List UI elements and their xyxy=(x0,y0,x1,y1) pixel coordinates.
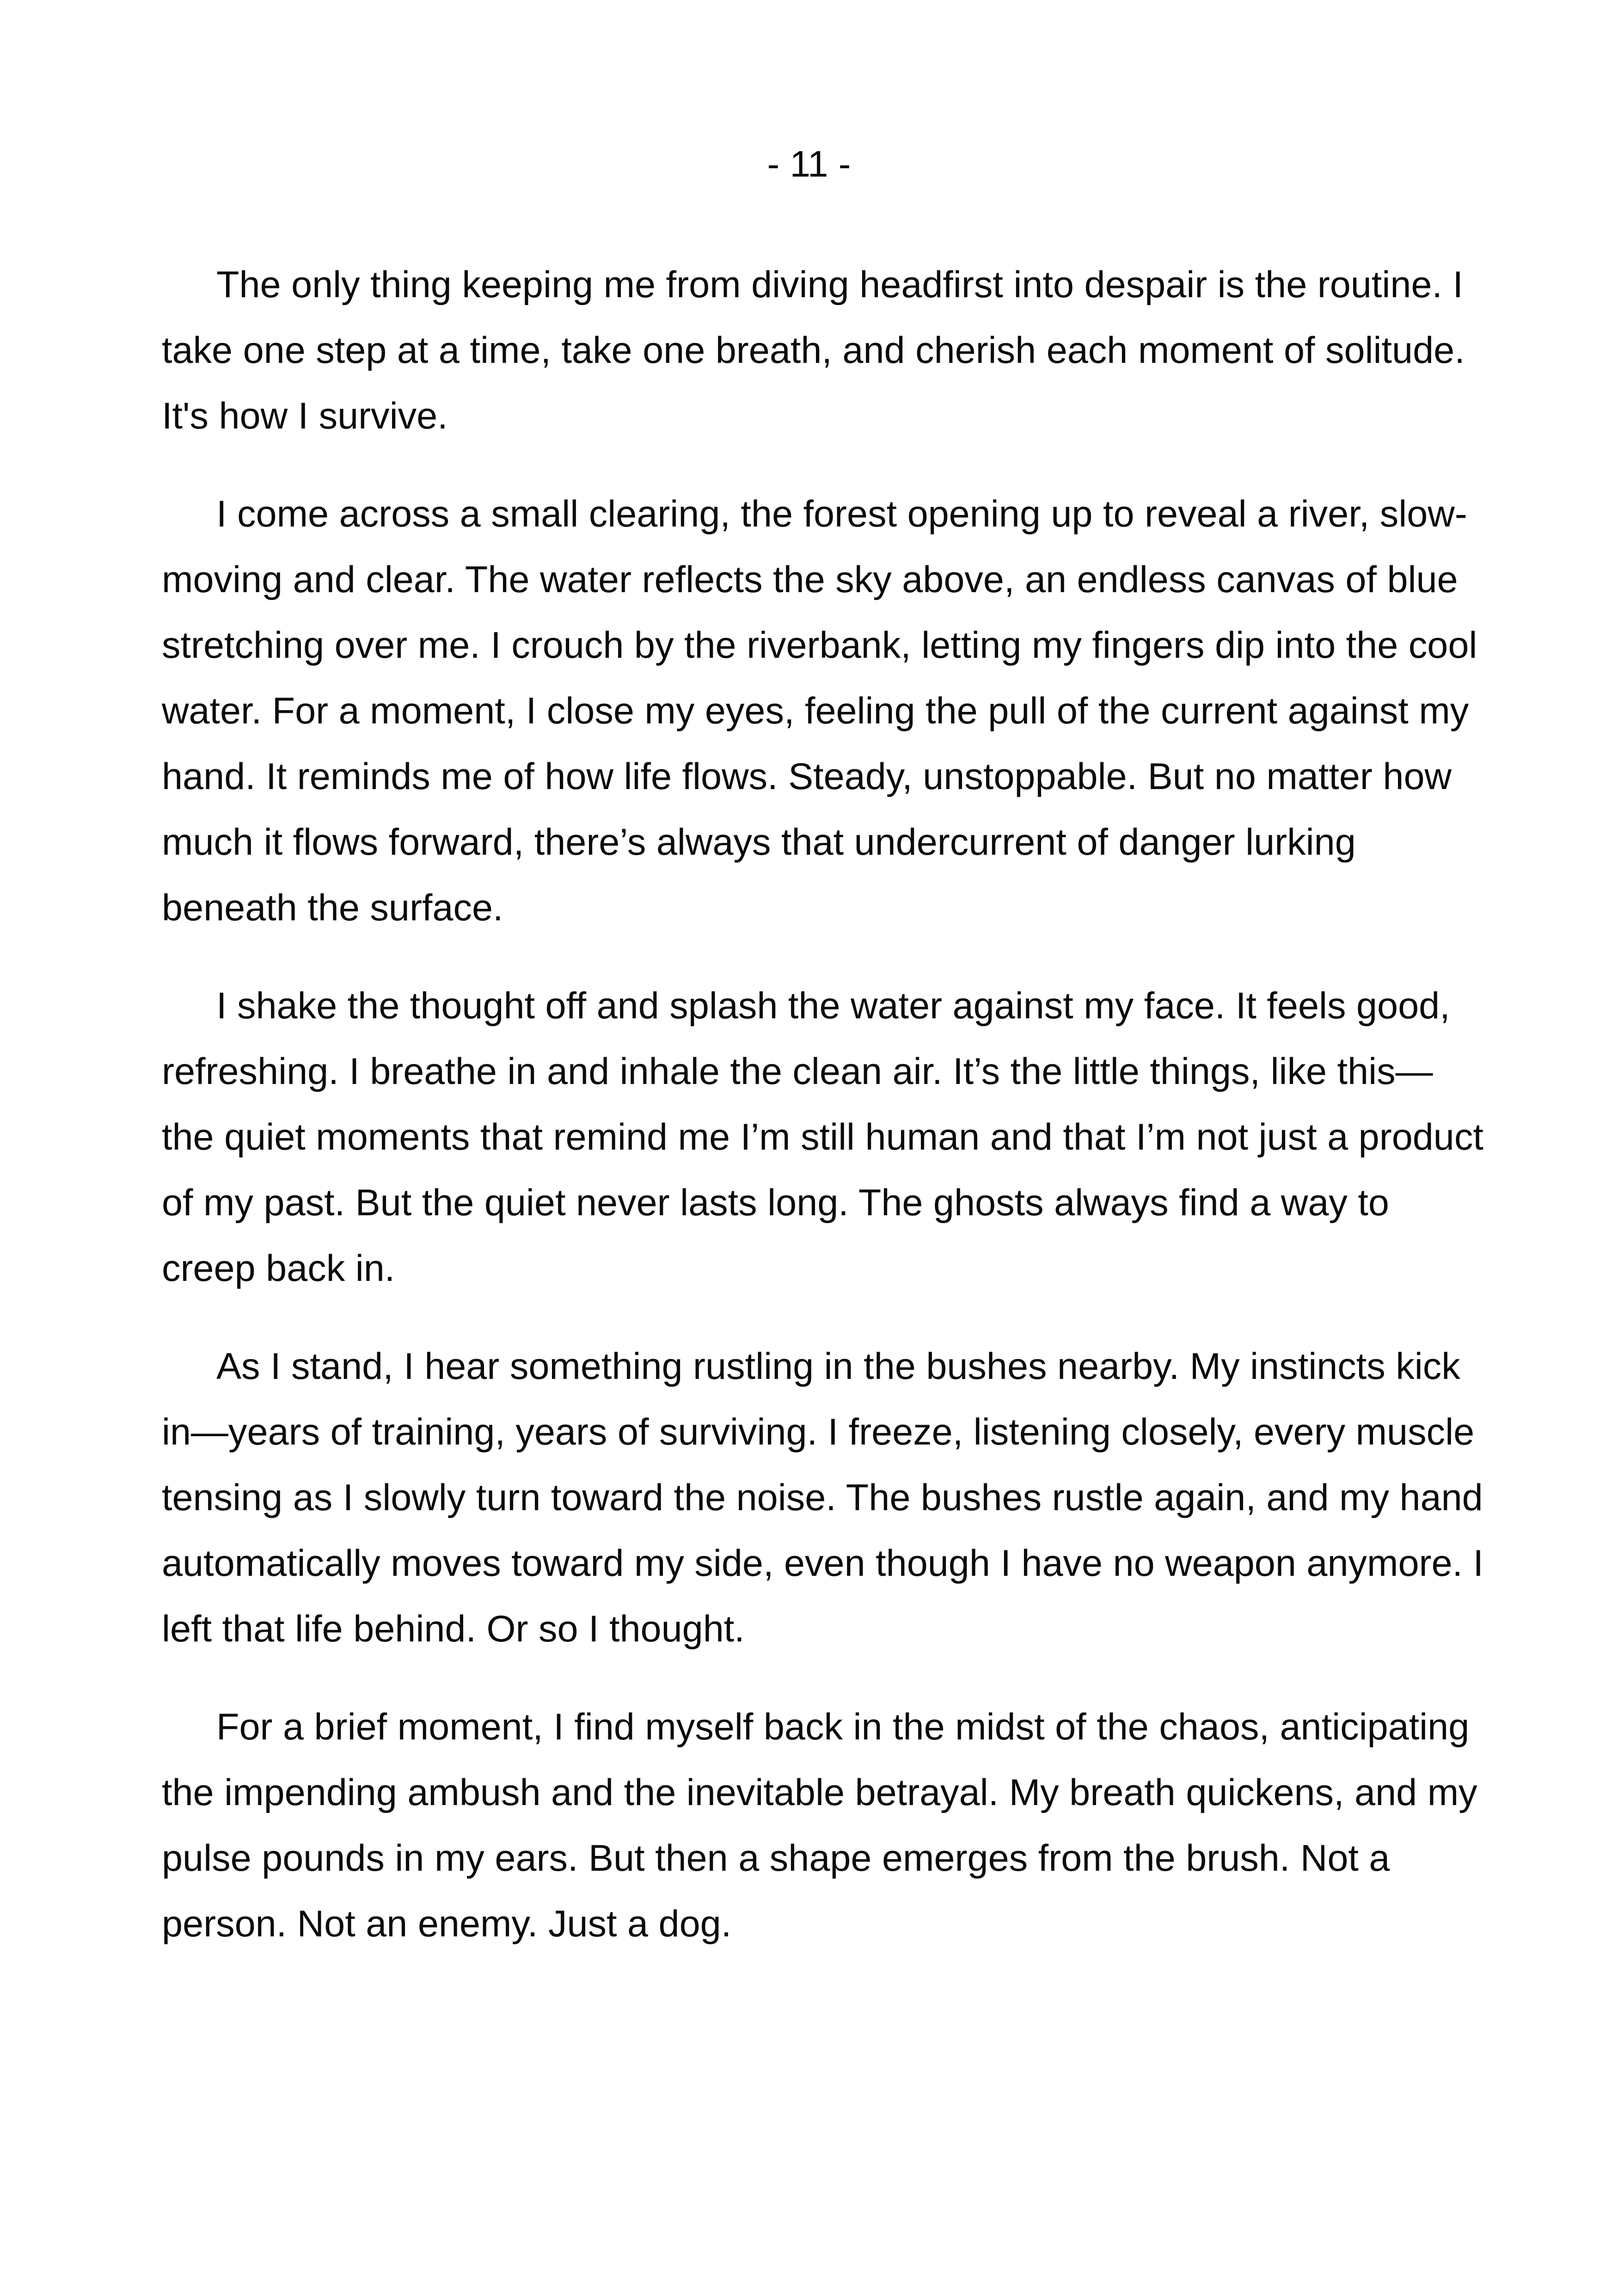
paragraph-1: The only thing keeping me from diving headfirst into despair is the routine. I take one step at a time, take one breath, and cherish each moment of solitude. It's how I survive. xyxy=(162,264,1465,437)
body-text xyxy=(162,252,1484,1989)
paragraph-3: I shake the thought off and splash the water against my face. It feels good, refreshing. I breathe in and inhale the clean air. It’s the little things, like this—the quiet moments that remind me I’m still human and that I’m not just a product of my past. But the quiet never lasts long. The ghosts always find a way to creep back in. xyxy=(162,985,1483,1289)
page-number: - 11 - xyxy=(767,143,851,184)
paragraph-2: I come across a small clearing, the forest opening up to reveal a river, slow-moving and clear. The water reflects the sky above, an endless canvas of blue stretching over me. I crouch by the riverbank, letting my fingers dip into the cool water. For a moment, I close my eyes, feeling the pull of the current against my hand. It reminds me of how life flows. Steady, unstoppable. But no matter how much it flows forward, there’s always that undercurrent of danger lurking beneath the surface. xyxy=(162,493,1477,929)
paragraph-5: For a brief moment, I find myself back in the midst of the chaos, anticipating the impending ambush and the inevitable betrayal. My breath quickens, and my pulse pounds in my ears. But then a shape emerges from the brush. Not a person. Not an enemy. Just a dog. xyxy=(162,1706,1477,1945)
paragraph-4: As I stand, I hear something rustling in the bushes nearby. My instincts kick in—years of training, years of surviving. I freeze, listening closely, every muscle tensing as I slowly turn toward the noise. The bushes rustle again, and my hand automatically moves toward my side, even though I have no weapon anymore. I left that life behind. Or so I thought. xyxy=(162,1346,1484,1650)
